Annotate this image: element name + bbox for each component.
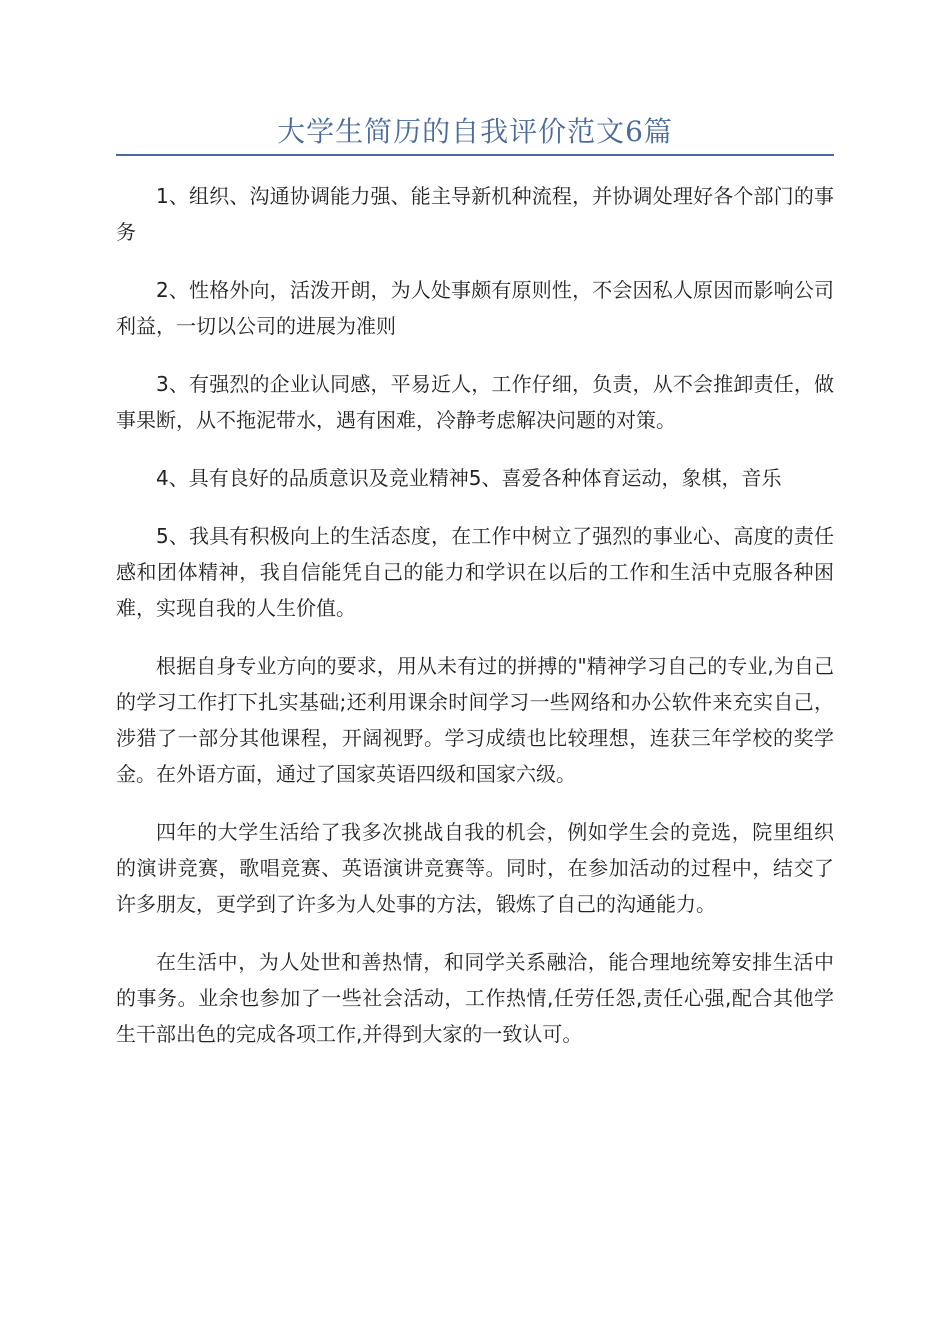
paragraph-1: 1、组织、沟通协调能力强、能主导新机种流程，并协调处理好各个部门的事务: [116, 184, 834, 244]
paragraph-6: 根据自身专业方向的要求，用从未有过的拼搏的"精神学习自己的专业,为自己的学习工作打下扎实基础;还利用课余时间学习一些网络和办公软件来充实自己，涉猎了一部分其他课程，开阔视野。学习成绩也比较理想，连获三年学校的奖学金。在外语方面，通过了国家英语四级和国家六级。: [116, 654, 834, 786]
paragraph-2: 2、性格外向，活泼开朗，为人处事颇有原则性，不会因私人原因而影响公司利益，一切以公司的进展为准则: [116, 278, 834, 338]
page-title: 大学生简历的自我评价范文6篇: [277, 115, 673, 148]
paragraph-8: 在生活中，为人处世和善热情，和同学关系融洽，能合理地统筹安排生活中的事务。业余也参加了一些社会活动，工作热情,任劳任怨,责任心强,配合其他学生干部出色的完成各项工作,并得到大家的一致认可。: [116, 950, 834, 1046]
title-divider: [116, 154, 834, 156]
paragraph-3: 3、有强烈的企业认同感，平易近人，工作仔细，负责，从不会推卸责任，做事果断，从不拖泥带水，遇有困难，冷静考虑解决问题的对策。: [116, 372, 834, 432]
paragraph-4: 4、具有良好的品质意识及竞业精神5、喜爱各种体育运动，象棋，音乐: [156, 466, 782, 490]
paragraph-5: 5、我具有积极向上的生活态度，在工作中树立了强烈的事业心、高度的责任感和团体精神，我自信能凭自己的能力和学识在以后的工作和生活中克服各种困难，实现自我的人生价值。: [116, 524, 834, 620]
paragraph-7: 四年的大学生活给了我多次挑战自我的机会，例如学生会的竞选，院里组织的演讲竞赛，歌唱竞赛、英语演讲竞赛等。同时，在参加活动的过程中，结交了许多朋友，更学到了许多为人处事的方法，锻炼了自己的沟通能力。: [116, 820, 834, 916]
document-body: [116, 178, 834, 1074]
